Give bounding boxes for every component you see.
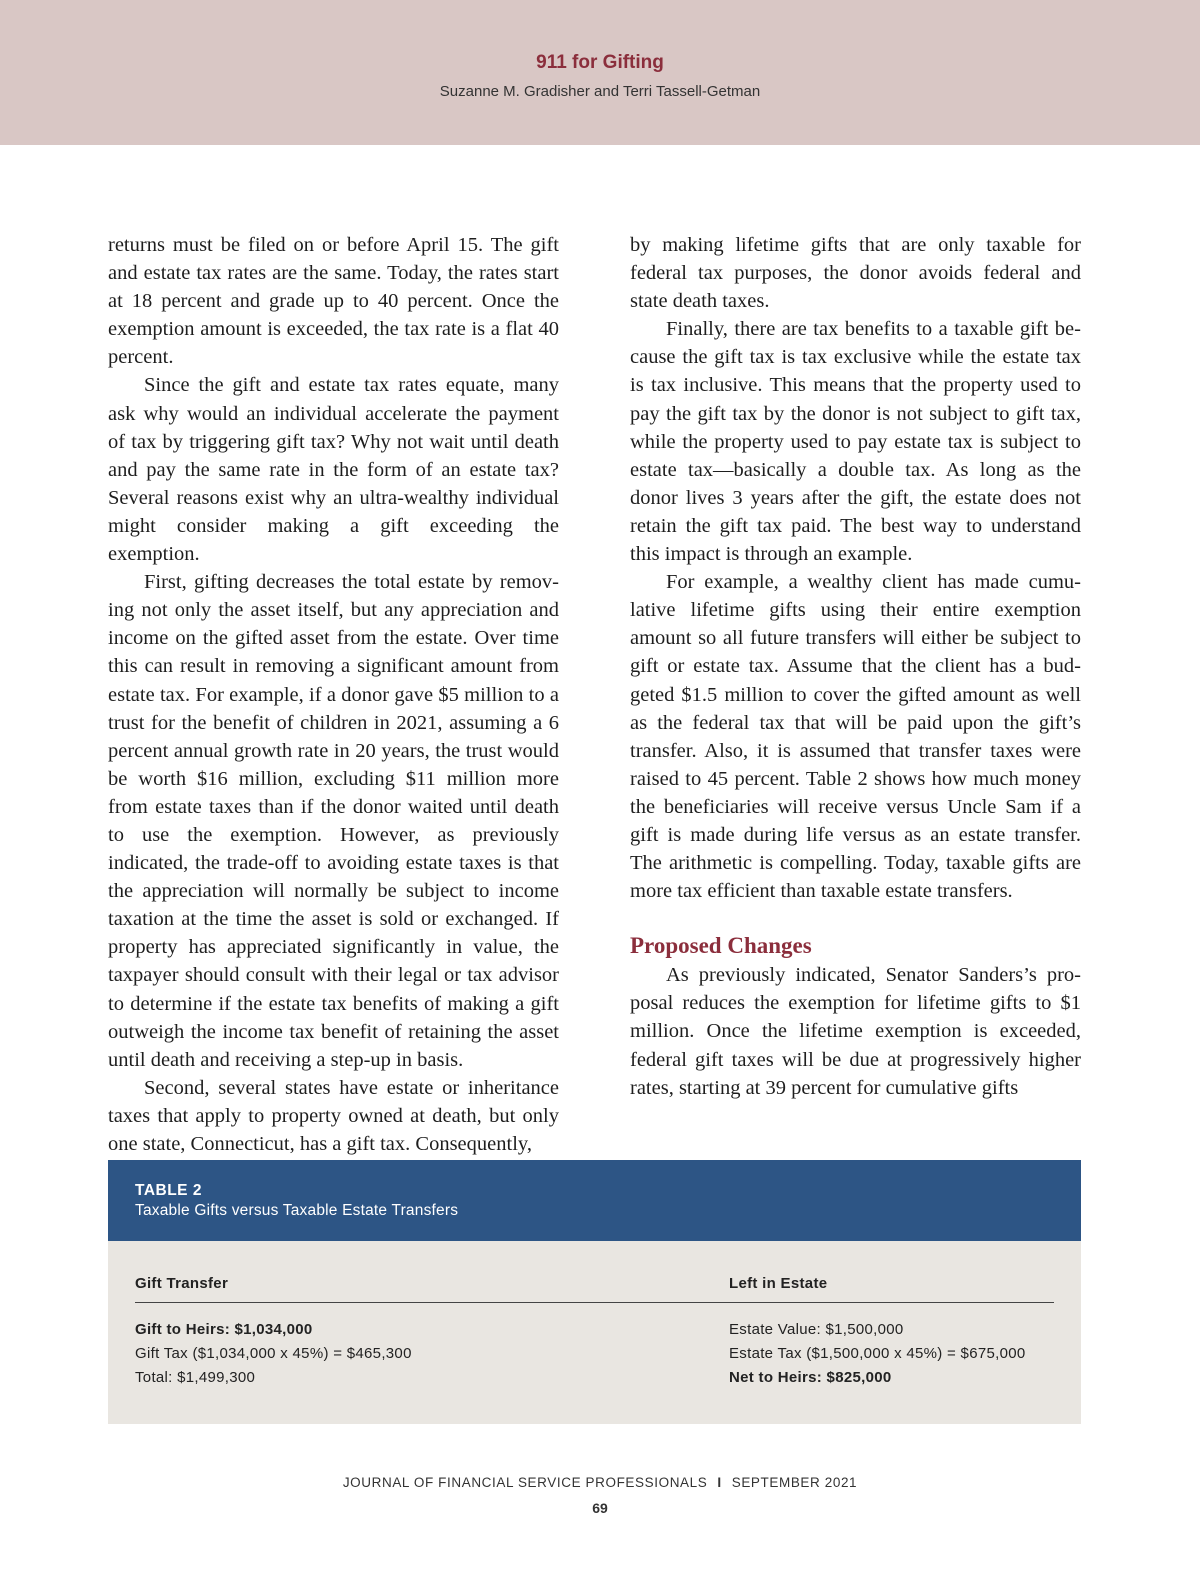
paragraph: For example, a wealthy client has made cumulative lifetime gifts using their entire exemption amount so all future transfers will either be subject to gift or estate tax. Assume that the client has a budgeted $1.5 million to cover the gifted amount as well as the federal tax that will be paid upon the gift’s transfer. Also, it is assumed that transfer taxes were raised to 45 percent. Table 2 shows how much money the beneficiaries will receive versus Uncle Sam if a gift is made during life versus as an estate transfer. The arithmetic is compelling. Today, taxable gifts are more tax efficient than taxable estate transfers. xyxy=(630,571,1081,903)
table-caption: Taxable Gifts versus Taxable Estate Transfers xyxy=(135,1202,459,1219)
section-heading: Proposed Changes xyxy=(630,933,812,959)
left-text-column xyxy=(108,231,559,1158)
journal-name: JOURNAL OF FINANCIAL SERVICE PROFESSIONALS xyxy=(342,1475,708,1490)
issue-date: SEPTEMBER 2021 xyxy=(731,1475,858,1490)
table-header-band xyxy=(108,1160,1081,1241)
article-authors: Suzanne M. Gradisher and Terri Tassell-Getman xyxy=(439,83,761,100)
table-cell: Estate Tax ($1,500,000 x 45%) = $675,000 xyxy=(729,1345,1026,1362)
article-title: 911 for Gifting xyxy=(536,52,664,73)
page-number: 69 xyxy=(592,1500,608,1516)
paragraph: First, gifting decreases the total estate by removing not only the asset itself, but any appreciation and income on the gifted asset from the estate. Over time this can result in removing a significant amount from estate tax. For example, if a donor gave $5 million to a trust for the benefit of children in 2021, assuming a 6 percent annual growth rate in 20 years, the trust would be worth $16 million, excluding $11 million more from estate taxes than if the donor waited until death to use the exemption. However, as previously indicated, the trade-off to avoiding estate taxes is that the appreciation will normally be subject to income taxation at the time the asset is sold or exchanged. If property has appreciated significantly in value, the taxpayer should consult with their legal or tax advisor to determine if the estate tax benefits of making a gift outweigh the income tax benefit of retaining the asset until death and receiving a step-up in basis. xyxy=(108,571,559,1071)
table-label: TABLE 2 xyxy=(135,1182,202,1199)
table-cell: Net to Heirs: $825,000 xyxy=(729,1369,892,1386)
right-text-column xyxy=(630,231,1081,1102)
column-header-left-in-estate: Left in Estate xyxy=(729,1275,828,1292)
running-header xyxy=(0,0,1200,145)
paragraph: Finally, there are tax benefits to a taxable gift because the gift tax is tax exclusive while the estate tax is tax inclusive. This means that the property used to pay the gift tax by the donor is not subject to gift tax, while the property used to pay estate tax is subject to estate tax—basically a double tax. As long as the donor lives 3 years after the gift, the estate does not retain the gift tax paid. The best way to understand this impact is through an example. xyxy=(630,318,1081,566)
table-column-headers xyxy=(135,1275,1054,1303)
paragraph: returns must be filed on or before April 15. The gift and estate tax rates are the same. Today, the rates start at 18 percent and grade up to 40 percent. Once the exemption amount is exceeded, the tax rate is a flat 40 percent. xyxy=(108,234,559,369)
paragraph: As previously indicated, Senator Sanders’s proposal reduces the exemption for lifetime gifts to $1 million. Once the lifetime exemption is exceeded, federal gift taxes will be due at progressively higher rates, starting at 39 percent for cumulative gifts xyxy=(630,964,1081,1099)
footer-separator: I xyxy=(717,1475,722,1490)
paragraph: Second, several states have estate or inheritance taxes that apply to property owned at death, but only one state, Connecticut, has a gift tax. Consequently, xyxy=(108,1076,559,1155)
left-in-estate-column xyxy=(729,1318,1026,1390)
column-header-gift-transfer: Gift Transfer xyxy=(135,1275,229,1292)
table-cell: Total: $1,499,300 xyxy=(135,1369,256,1386)
table-cell: Gift to Heirs: $1,034,000 xyxy=(135,1321,313,1338)
paragraph: by making lifetime gifts that are only taxable for federal tax purposes, the donor avoids federal and state death taxes. xyxy=(630,234,1081,313)
running-footer xyxy=(0,1475,1200,1490)
table-cell: Gift Tax ($1,034,000 x 45%) = $465,300 xyxy=(135,1345,412,1362)
paragraph: Since the gift and estate tax rates equate, many ask why would an individual accelerate the payment of tax by triggering gift tax? Why not wait until death and pay the same rate in the form of an estate tax? Several reasons exist why an ultra-wealthy individual might consider making a gift exceeding the exemption. xyxy=(108,374,559,566)
table-2 xyxy=(108,1160,1081,1424)
table-cell: Estate Value: $1,500,000 xyxy=(729,1321,904,1338)
gift-transfer-column xyxy=(135,1318,412,1390)
